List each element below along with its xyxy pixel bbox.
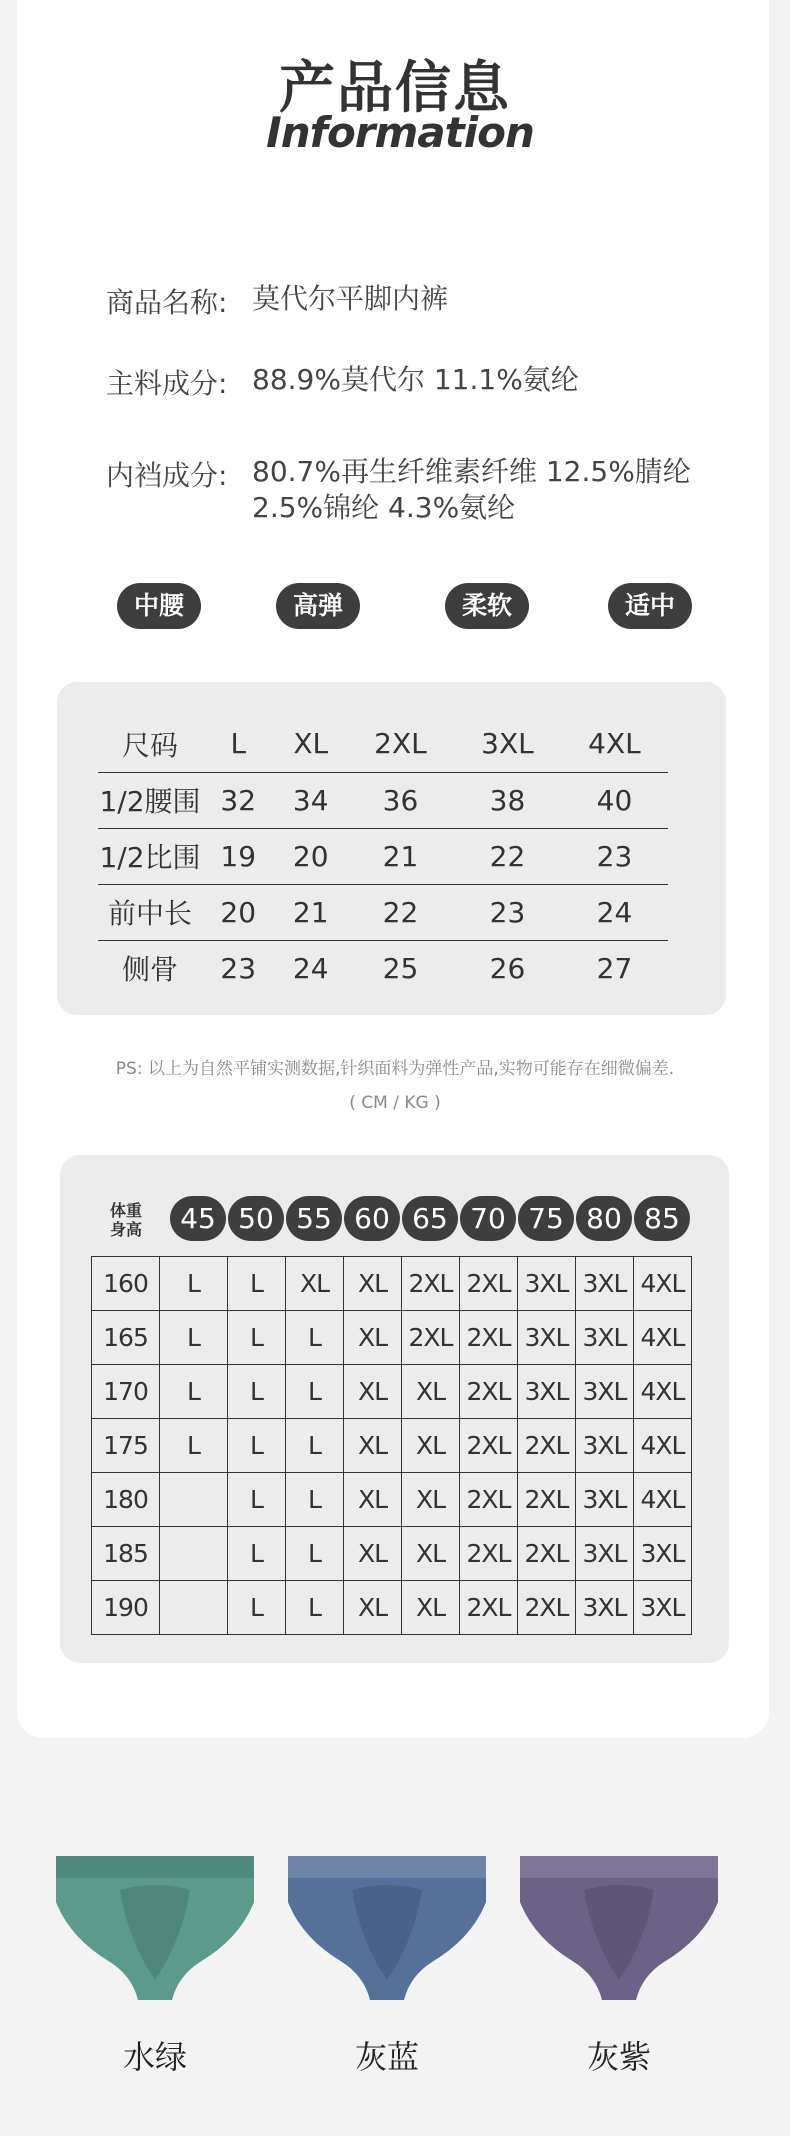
feature-tag: 柔软: [445, 583, 529, 629]
fit-size-cell: L: [286, 1311, 344, 1365]
fit-size-cell: XL: [344, 1365, 402, 1419]
size-table-cell: 26: [489, 951, 526, 985]
info-row-crotch-material: [106, 454, 722, 526]
weight-bubble: 75: [518, 1196, 574, 1241]
color-swatch-image[interactable]: [514, 1850, 724, 2005]
fit-size-cell: XL: [344, 1257, 402, 1311]
info-value: 莫代尔平脚内裤: [252, 282, 449, 315]
fit-chart-row: [92, 1419, 692, 1473]
fit-size-cell: [160, 1527, 228, 1581]
size-table-cell: 23: [454, 884, 561, 940]
size-table-cell: XL: [274, 716, 346, 772]
size-table-row: [98, 884, 668, 940]
fit-size-cell: L: [286, 1365, 344, 1419]
fit-size-cell: 2XL: [518, 1473, 576, 1527]
fit-size-cell: L: [160, 1257, 228, 1311]
size-table-row: [98, 940, 668, 996]
fit-size-cell: L: [228, 1257, 286, 1311]
fit-size-cell: 4XL: [634, 1419, 692, 1473]
fit-size-cell: L: [160, 1419, 228, 1473]
fit-size-cell: 2XL: [518, 1581, 576, 1635]
fit-size-cell: 3XL: [576, 1473, 634, 1527]
size-table-cell: 21: [274, 884, 346, 940]
fit-size-cell: 3XL: [634, 1527, 692, 1581]
size-table-cell: 23: [561, 828, 668, 884]
fit-size-cell: XL: [344, 1527, 402, 1581]
color-swatch-image[interactable]: [282, 1850, 492, 2005]
height-cell: 160: [92, 1257, 160, 1311]
fit-size-cell: [160, 1473, 228, 1527]
fit-size-cell: 2XL: [402, 1257, 460, 1311]
height-cell: 165: [92, 1311, 160, 1365]
fit-size-cell: [160, 1581, 228, 1635]
measurement-note: PS: 以上为自然平铺实测数据,针织面料为弹性产品,实物可能存在细微偏差.: [115, 1059, 675, 1079]
info-value: 88.9%莫代尔 11.1%氨纶: [252, 363, 579, 396]
fit-size-cell: L: [160, 1311, 228, 1365]
size-table-cell: 20: [274, 828, 346, 884]
size-table-row-label: 尺码: [98, 716, 202, 772]
fit-size-cell: L: [286, 1473, 344, 1527]
fit-size-cell: 2XL: [460, 1527, 518, 1581]
feature-tag: 适中: [608, 583, 692, 629]
size-table-row: [98, 772, 668, 828]
fit-size-cell: 2XL: [518, 1527, 576, 1581]
size-table-cell: L: [202, 716, 274, 772]
fit-size-cell: 3XL: [518, 1257, 576, 1311]
fit-size-cell: 2XL: [518, 1419, 576, 1473]
size-table-cell: 19: [202, 828, 274, 884]
fit-chart-row: [92, 1527, 692, 1581]
size-table: [98, 716, 668, 996]
size-table-row-label: 前中长: [98, 884, 202, 940]
fit-size-cell: 3XL: [576, 1581, 634, 1635]
size-table-cell: 2XL: [347, 716, 454, 772]
fit-size-cell: 3XL: [576, 1419, 634, 1473]
size-table-cell: 22: [347, 884, 454, 940]
page-title: 产品信息: [279, 56, 511, 121]
fit-size-cell: 2XL: [460, 1581, 518, 1635]
fit-size-cell: L: [228, 1419, 286, 1473]
height-cell: 180: [92, 1473, 160, 1527]
fit-size-cell: 2XL: [460, 1311, 518, 1365]
color-name: 灰紫: [586, 2038, 651, 2076]
size-table-cell: 3XL: [454, 716, 561, 772]
waistband: [288, 1856, 486, 1878]
size-table-cell: 32: [202, 772, 274, 828]
size-table-cell: 38: [454, 772, 561, 828]
weight-bubble: 65: [402, 1196, 458, 1241]
fit-chart-row: [92, 1257, 692, 1311]
waistband: [520, 1856, 718, 1878]
size-table-cell: 27: [596, 951, 633, 985]
fit-size-cell: L: [286, 1527, 344, 1581]
info-value-line-2: 2.5%锦纶 4.3%氨纶: [252, 491, 516, 524]
feature-tag: 高弹: [276, 583, 360, 629]
fit-size-cell: 2XL: [460, 1419, 518, 1473]
height-axis-label: 身高: [109, 1220, 142, 1239]
waistband: [56, 1856, 254, 1878]
size-table-header: [98, 716, 668, 772]
size-table-cell: 23: [220, 951, 257, 985]
fit-size-cell: XL: [344, 1581, 402, 1635]
weight-bubble: 85: [634, 1196, 690, 1241]
fit-size-cell: 2XL: [460, 1365, 518, 1419]
height-cell: 190: [92, 1581, 160, 1635]
color-name: 水绿: [122, 2038, 187, 2076]
weight-axis-label: 体重: [109, 1201, 142, 1220]
weight-bubble: 55: [286, 1196, 342, 1241]
fit-size-cell: L: [228, 1365, 286, 1419]
fit-size-cell: XL: [344, 1311, 402, 1365]
page-subtitle: Information: [266, 108, 534, 157]
fit-size-cell: 3XL: [518, 1311, 576, 1365]
fit-size-cell: XL: [402, 1473, 460, 1527]
unit-note: ( CM / KG ): [349, 1093, 441, 1113]
size-table-cell: 24: [292, 951, 329, 985]
fit-size-cell: L: [286, 1581, 344, 1635]
size-table-row-label: 1/2腰围: [98, 772, 202, 828]
fit-size-cell: 4XL: [634, 1311, 692, 1365]
fit-size-cell: 2XL: [402, 1311, 460, 1365]
fit-size-cell: 4XL: [634, 1257, 692, 1311]
fit-size-cell: 3XL: [576, 1365, 634, 1419]
weight-bubble: 50: [228, 1196, 284, 1241]
fit-size-cell: L: [286, 1419, 344, 1473]
weight-bubble: 70: [460, 1196, 516, 1241]
fit-size-cell: 3XL: [576, 1311, 634, 1365]
briefs-icon: [514, 1850, 724, 2005]
height-cell: 185: [92, 1527, 160, 1581]
fit-chart-row: [92, 1311, 692, 1365]
briefs-icon: [282, 1850, 492, 2005]
color-name: 灰蓝: [354, 2038, 419, 2076]
height-cell: 170: [92, 1365, 160, 1419]
fit-size-cell: 3XL: [576, 1257, 634, 1311]
fit-size-cell: L: [228, 1473, 286, 1527]
briefs-icon: [50, 1850, 260, 2005]
info-row-name: [106, 281, 722, 321]
fit-size-cell: L: [160, 1365, 228, 1419]
fit-size-cell: 2XL: [460, 1473, 518, 1527]
info-label: 内裆成分:: [106, 459, 228, 492]
info-label: 商品名称:: [106, 286, 228, 319]
size-table-row-label: 侧骨: [121, 953, 178, 987]
fit-size-cell: XL: [286, 1257, 344, 1311]
size-table-cell: 25: [382, 951, 419, 985]
info-label: 主料成分:: [106, 367, 228, 400]
size-table-cell: 21: [347, 828, 454, 884]
fit-size-cell: XL: [402, 1581, 460, 1635]
fit-size-cell: XL: [402, 1527, 460, 1581]
fit-size-cell: XL: [344, 1419, 402, 1473]
fit-size-cell: 4XL: [634, 1365, 692, 1419]
size-table-cell: 34: [274, 772, 346, 828]
size-table-cell: 20: [202, 884, 274, 940]
fit-size-cell: XL: [402, 1419, 460, 1473]
fit-chart-row: [92, 1473, 692, 1527]
size-table-cell: 22: [454, 828, 561, 884]
fit-size-cell: XL: [344, 1473, 402, 1527]
height-cell: 175: [92, 1419, 160, 1473]
weight-bubble: 80: [576, 1196, 632, 1241]
size-table-cell: 4XL: [561, 716, 668, 772]
size-table-cell: 40: [561, 772, 668, 828]
fit-chart-grid: [91, 1256, 692, 1635]
fit-chart-corner-label: [106, 1201, 146, 1239]
fit-chart-row: [92, 1581, 692, 1635]
feature-tag: 中腰: [117, 583, 201, 629]
fit-size-cell: L: [228, 1581, 286, 1635]
weight-bubble: 45: [170, 1196, 226, 1241]
size-table-cell: 24: [561, 884, 668, 940]
size-table-row: [98, 828, 668, 884]
fit-size-cell: L: [228, 1527, 286, 1581]
info-value: [252, 454, 722, 526]
fit-size-cell: XL: [402, 1365, 460, 1419]
fit-size-cell: 2XL: [460, 1257, 518, 1311]
fit-chart-row: [92, 1365, 692, 1419]
info-row-main-material: [106, 362, 722, 402]
info-value-line-1: 80.7%再生纤维素纤维 12.5%腈纶: [252, 455, 691, 488]
fit-size-cell: 3XL: [518, 1365, 576, 1419]
fit-size-cell: 3XL: [634, 1581, 692, 1635]
fit-size-cell: L: [228, 1311, 286, 1365]
fit-size-cell: 3XL: [576, 1527, 634, 1581]
weight-bubble: 60: [344, 1196, 400, 1241]
color-swatch-image[interactable]: [50, 1850, 260, 2005]
fit-size-cell: 4XL: [634, 1473, 692, 1527]
size-table-row-label: 1/2比围: [98, 828, 202, 884]
size-table-cell: 36: [347, 772, 454, 828]
